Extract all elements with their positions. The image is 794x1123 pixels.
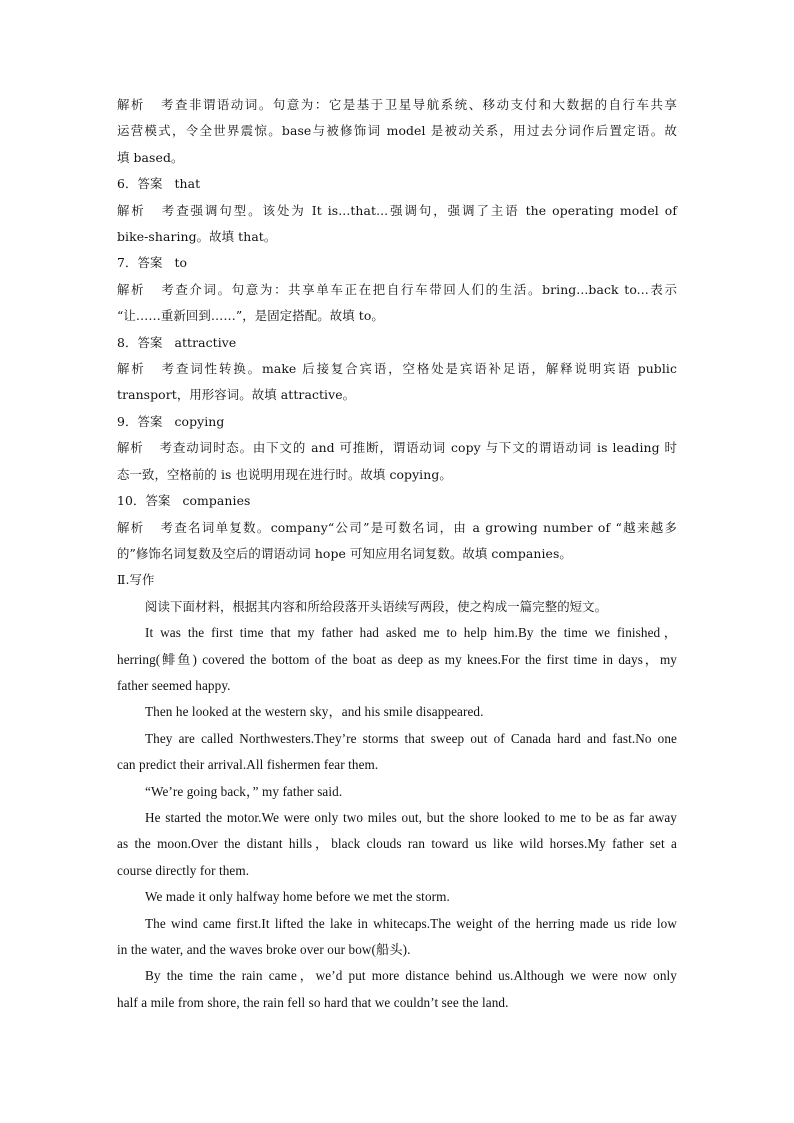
passage-paragraph <box>117 805 677 884</box>
answer-item-9 <box>117 409 677 488</box>
analysis-line: 态一致，空格前的 is 也说明用现在进行时。故填 copying。 <box>117 466 452 482</box>
answer-item-10 <box>117 488 677 567</box>
analysis-line: bike-sharing。故填 that。 <box>117 229 277 245</box>
passage-paragraph <box>117 620 677 699</box>
analysis-label: 解析 <box>117 97 145 112</box>
passage-line: We made it only halfway home before we met the storm. <box>145 889 450 905</box>
passage-line: The wind came first.It lifted the lake in whitecaps.The weight of the herring made us ride low <box>145 915 677 931</box>
analysis-line: 填 based。 <box>117 149 184 165</box>
passage-paragraph <box>117 963 677 1016</box>
reading-passage <box>117 620 677 1016</box>
answer-item-5 <box>117 92 677 171</box>
item-number: 6． <box>117 176 138 192</box>
item-number: 9． <box>117 413 138 429</box>
item-number: 7． <box>117 255 138 271</box>
passage-line: Then he looked at the western sky，and his smile disappeared. <box>145 704 484 720</box>
analysis-label: 解析 <box>117 361 146 377</box>
answer-item-7 <box>117 250 677 329</box>
passage-line: in the water, and the waves broke over our bow(船头). <box>117 942 411 957</box>
item-number: 8． <box>117 334 138 350</box>
writing-instruction: 阅读下面材料，根据其内容和所给段落开头语续写两段，使之构成一篇完整的短文。 <box>145 598 608 614</box>
passage-paragraph <box>117 884 677 910</box>
analysis-line: 解析 考查动词时态。由下文的 and 可推断，谓语动词 copy 与下文的谓语动词 is leading 时 <box>117 440 677 456</box>
analysis-label: 解析 <box>117 281 146 297</box>
analysis-line: 解析 考查词性转换。make 后接复合宾语，空格处是宾语补足语，解释说明宾语 public <box>117 361 678 377</box>
section-title: Ⅱ.写作 <box>117 572 155 588</box>
passage-line: as the moon.Over the distant hills，black clouds ran toward us like wild horses.My father set a <box>117 836 677 852</box>
analysis-line: 解析 考查介词。句意为：共享单车正在把自行车带回人们的生活。bring...back to...表示 <box>117 281 677 297</box>
passage-line: They are called Northwesters.They’re storms that sweep out of Canada hard and fast.No one <box>145 730 677 746</box>
analysis-label: 解析 <box>117 440 144 456</box>
analysis-line: 解析 考查名词单复数。company“公司”是可数名词，由 a growing number of “越来越多 <box>117 519 678 535</box>
answer-value: copying <box>174 413 225 429</box>
analysis-line: 解析 考查非谓语动词。句意为：它是基于卫星导航系统、移动支付和大数据的自行车共享 <box>117 97 678 112</box>
passage-line: course directly for them. <box>117 862 250 878</box>
answer-line <box>117 250 677 276</box>
passage-line: He started the motor.We were only two miles out, but the shore looked to me to be as far away <box>145 809 677 825</box>
passage-line: “We’re going back，” my father said. <box>145 783 343 799</box>
answer-value: attractive <box>174 334 237 350</box>
passage-line: By the time the rain came，we’d put more distance behind us.Although we were now only <box>145 968 677 984</box>
answer-line <box>117 488 677 514</box>
answer-label: 答案 <box>145 493 171 509</box>
answer-value: that <box>174 176 201 192</box>
answer-item-6 <box>117 171 677 250</box>
analysis-line: 运营模式，令全世界震惊。base与被修饰词 model 是被动关系，用过去分词作后置定语。故 <box>117 123 677 139</box>
passage-line: half a mile from shore, the rain fell so hard that we couldn’t see the land. <box>117 994 509 1010</box>
analysis-line: “让……重新回到……”，是固定搭配。故填 to。 <box>117 308 384 324</box>
document-page <box>117 92 677 1016</box>
passage-line: can predict their arrival.All fishermen fear them. <box>117 757 379 773</box>
analysis-label: 解析 <box>117 202 146 218</box>
answer-label: 答案 <box>137 176 163 192</box>
analysis-line: 的”修饰名词复数及空后的谓语动词 hope 可知应用名词复数。故填 companies。 <box>117 545 572 561</box>
item-number: 10． <box>117 493 146 509</box>
answer-value: companies <box>182 493 251 509</box>
answer-label: 答案 <box>137 413 163 429</box>
answer-line <box>117 171 677 197</box>
analysis-line: 解析 考查强调句型。该处为 It is...that...强调句，强调了主语 the operating model of <box>117 202 677 218</box>
answer-item-8 <box>117 330 677 409</box>
passage-paragraph <box>117 779 677 805</box>
passage-line: father seemed happy. <box>117 677 231 693</box>
passage-paragraph <box>117 911 677 964</box>
passage-line: It was the first time that my father had asked me to help him.By the time we finished， <box>145 625 677 641</box>
answer-label: 答案 <box>137 334 163 350</box>
analysis-label: 解析 <box>117 519 145 535</box>
answer-line <box>117 409 677 435</box>
answer-line <box>117 330 677 356</box>
answer-label: 答案 <box>137 255 163 271</box>
passage-paragraph <box>117 726 677 779</box>
passage-line: herring(鲱鱼) covered the bottom of the boat as deep as my knees.For the first time in days，my <box>117 651 677 667</box>
passage-paragraph <box>117 699 677 725</box>
answer-value: to <box>174 255 188 271</box>
analysis-line: transport，用形容词。故填 attractive。 <box>117 387 356 403</box>
